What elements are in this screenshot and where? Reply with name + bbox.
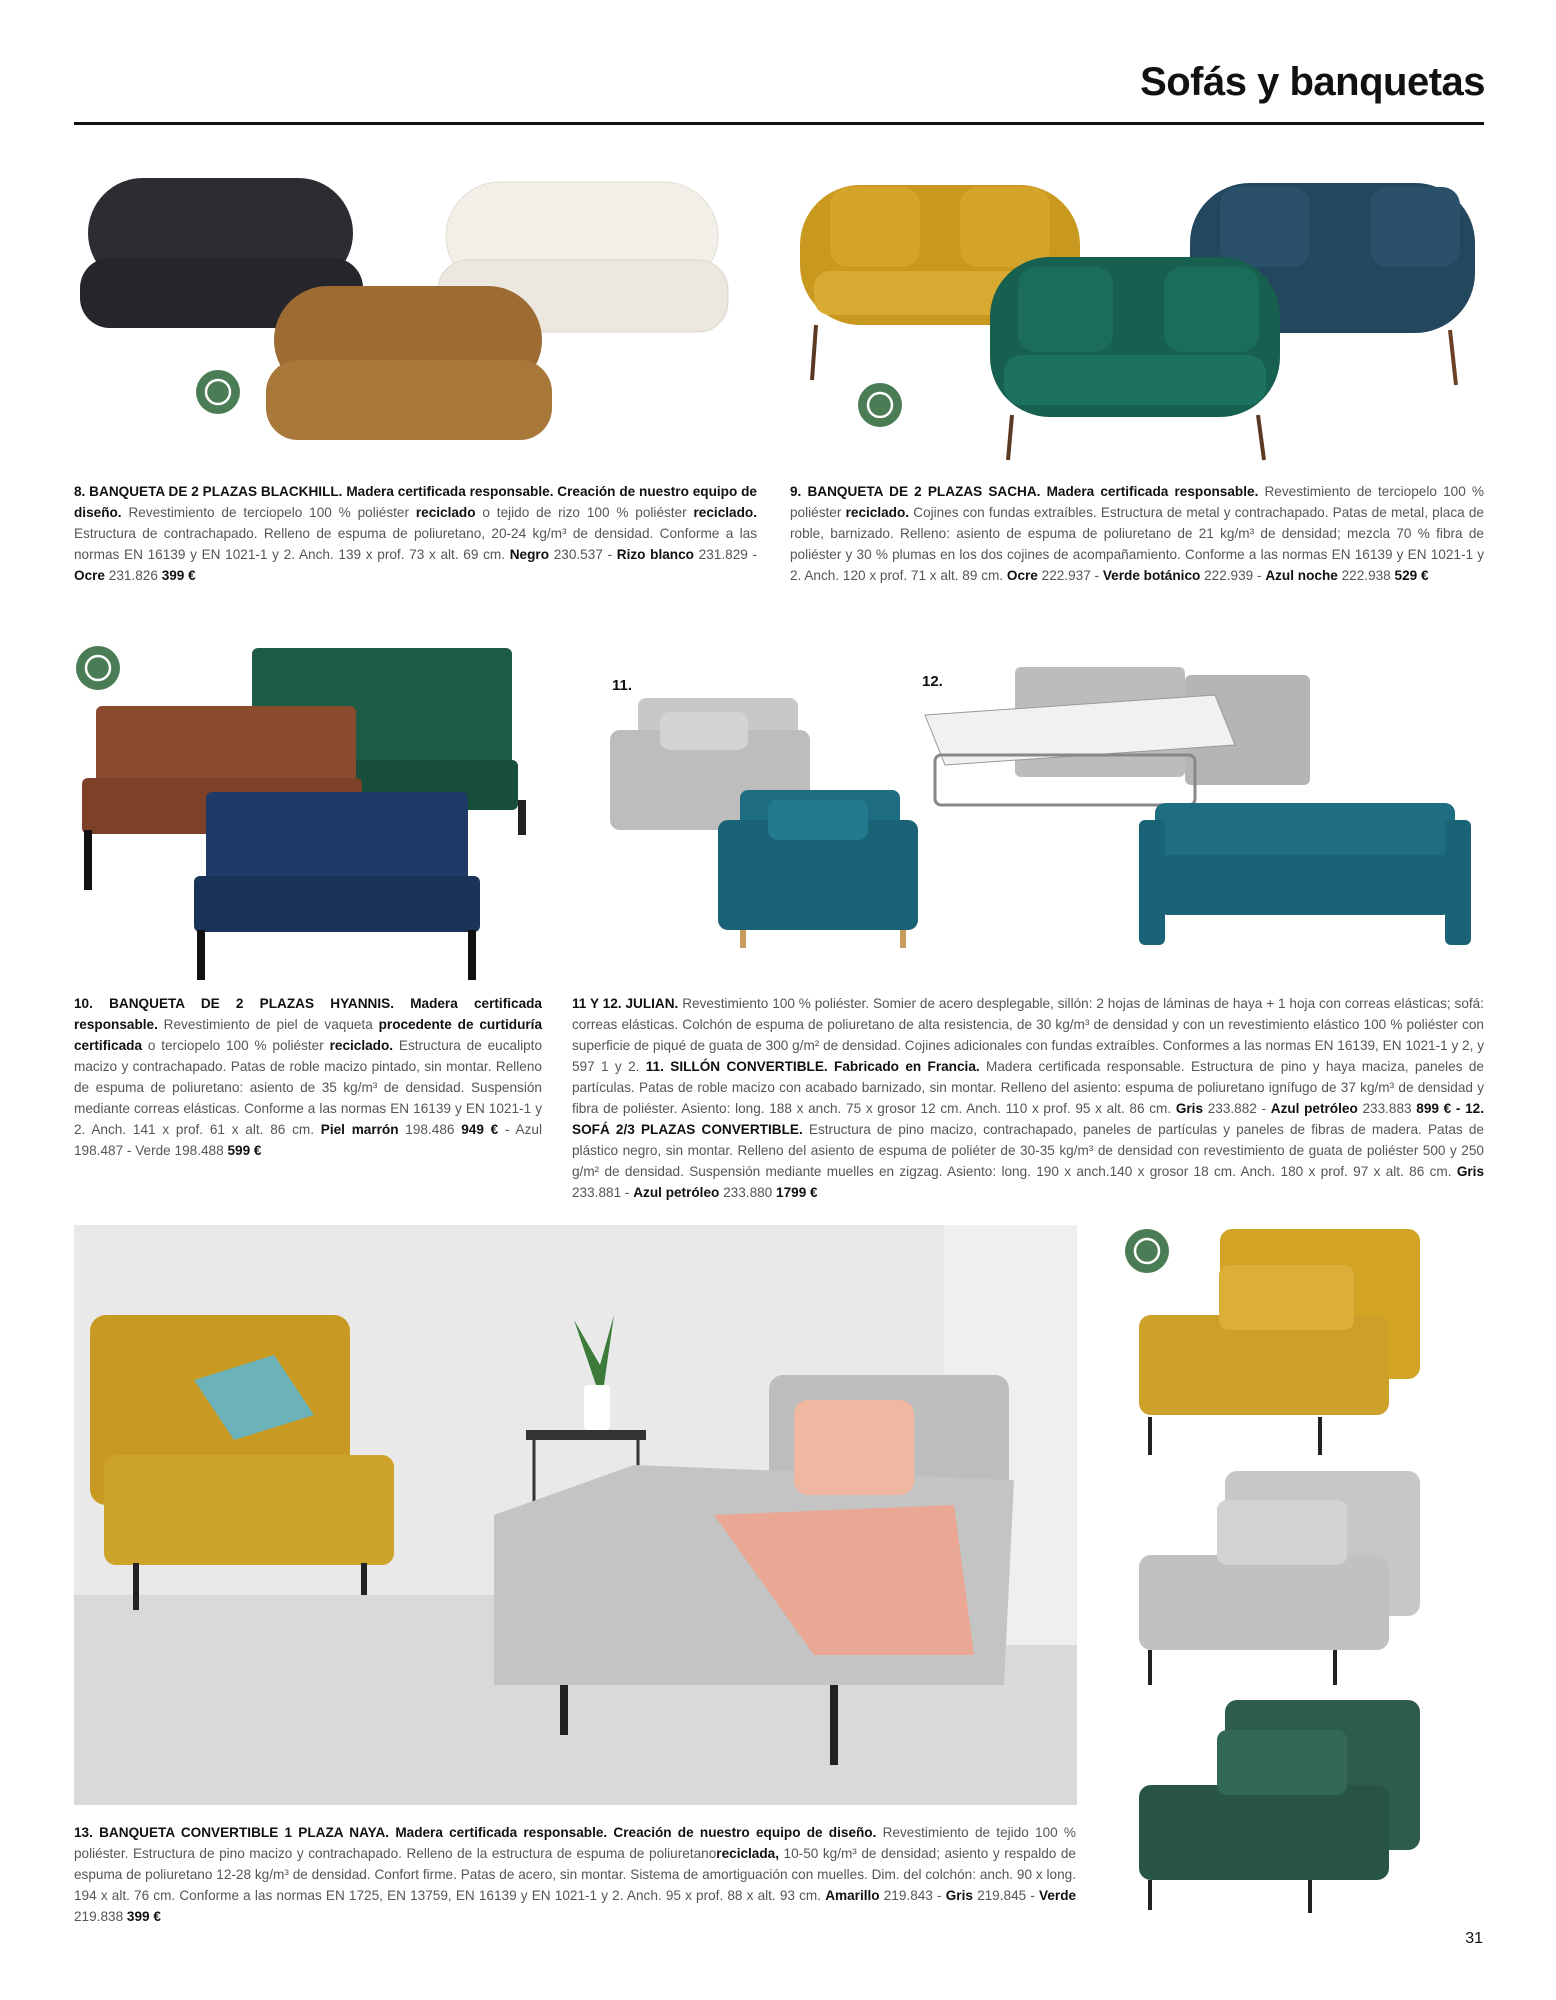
label-product-11: 11. [612,677,633,694]
price-product-8: 399 € [161,568,196,583]
photo-product-9 [790,175,1490,465]
sofabed-open [925,667,1310,805]
chair-variant-grey [1139,1471,1420,1685]
chair-variant-green [1139,1700,1420,1913]
photo-product-11 [600,690,940,970]
description-product-13: 13. BANQUETA CONVERTIBLE 1 PLAZA NAYA. Madera certificada responsable. Creación de nuestro equipo de diseño. Revestimiento de tejido 100 % poliéster. Estructura de pino macizo y contrachapado. Relleno de la estructura de espuma de poliuretanoreciclada, 10-50 kg/m³ de densidad; asiento y respaldo de espuma de poliuretano 12-28 kg/m³ de densidad. Confort firme. Patas de acero, sin montar. Sistema de amortiguación con muelles. Dim. del colchón: anch. 90 x long. 194 x alt. 76 cm. Conforme a las normas EN 1725, EN 13759, EN 16139 y EN 1021-1 y 2. Anch. 95 x prof. 88 x alt. 93 cm. Amarillo 219.843 - Gris 219.845 - Verde 219.838 399 € [74,1825,1077,1924]
price-product-12: 1799 € [776,1185,818,1200]
bench-blue-velvet [194,792,480,980]
price-product-10-leather: 949 € [461,1122,499,1137]
photo-product-8 [74,170,754,460]
page-number: 31 [1465,1930,1483,1947]
description-product-11-12: 11 Y 12. JULIAN. Revestimiento 100 % poliéster. Somier de acero desplegable, sillón: 2 hojas de láminas de haya + 1 hoja con correas elásticas; sofá: correas elásticas. Colchón de espuma de poliuretano de alta resistencia, de 30 kg/m³ de densidad y con un revestimiento elástico 100 % poliéster con superficie de piqué de guata de 300 g/m² de densidad. Cojines adicionales con fundas extraíbles. Conformes a las normas EN 16139, EN 1021-1 y 2, y 597 1 y 2. 11. SILLÓN CONVERTIBLE. Fabricado en Francia. Madera certificada responsable. Estructura de pino y haya maciza, paneles de partículas. Patas de roble macizo con acabado barnizado, sin montar. Relleno del asiento: espuma de poliuretano ignífugo de 37 kg/m³ de densidad y fibra de poliéster. Asiento: long. 188 x anch. 75 x grosor 12 cm. Anch. 110 x prof. 95 x alt. 86 cm. Gris 233.882 - Azul petróleo 233.883 899 € - 12. SOFÁ 2/3 PLAZAS CONVERTIBLE. Estructura de pino macizo, contrachapado, paneles de partículas y paneles de fibras de madera. Patas de plástico negro, sin montar. Relleno del asiento de espuma de poliéter de 30-35 kg/m³ de densidad con revestimiento de guata de poliéster 500 y 250 g/m² de densidad. Suspensión mediante muelles en zigzag. Asiento: long. 190 x anch.140 x grosor 18 cm. Anch. 180 x prof. 97 x alt. 86 cm. Gris 233.881 - Azul petróleo 233.880 1799 € [572,996,1485,1200]
sofa-petrol [1139,803,1471,945]
price-product-9: 529 € [1394,568,1429,583]
eco-badge-icon [858,383,902,427]
title-rule [74,122,1484,125]
photo-product-13-room [74,1225,1077,1805]
photo-product-12 [915,655,1490,975]
label-product-12: 12. [922,673,943,690]
price-product-11: 899 € [1416,1101,1452,1116]
armchair-petrol [718,790,918,948]
description-product-10: 10. BANQUETA DE 2 PLAZAS HYANNIS. Madera certificada responsable. Revestimiento de piel de vaqueta procedente de curtiduría certificada o terciopelo 100 % poliéster reciclado. Estructura de eucalipto macizo y contrachapado. Patas de roble macizo pintado, sin montar. Relleno de espuma de poliuretano: asiento de 35 kg/m³ de densidad. Suspensión mediante correas elásticas. Conforme a las normas EN 16139 y EN 1021-1 y 2. Anch. 141 x prof. 61 x alt. 86 cm. Piel marrón 198.486 949 € - Azul 198.487 - Verde 198.488 599 € [74,996,543,1158]
price-product-13: 399 € [126,1909,161,1924]
photo-product-13-variants [1095,1225,1495,1915]
page-title: Sofás y banquetas [1140,60,1485,104]
price-product-10-velvet: 599 € [227,1143,262,1158]
description-product-9: 9. BANQUETA DE 2 PLAZAS SACHA. Madera certificada responsable. Revestimiento de terciopelo 100 % poliéster reciclado. Cojines con fundas extraíbles. Estructura de metal y contrachapado. Patas de metal, placa de roble, barnizado. Relleno: asiento de espuma de poliuretano de 21 kg/m³ de densidad; mezcla 70 % fibra de poliéster y 30 % plumas en los dos cojines de acompañamiento. Conforme a las normas EN 16139 y EN 1021-1 y 2. Anch. 120 x prof. 71 x alt. 89 cm. Ocre 222.937 - Verde botánico 222.939 - Azul noche 222.938 529 € [790,484,1484,583]
sofa-ocre [266,286,552,440]
eco-badge-icon [1125,1229,1169,1273]
photo-product-10 [74,640,544,985]
chair-variant-yellow [1139,1229,1420,1455]
sofa-green [990,257,1280,460]
eco-badge-icon [196,370,240,414]
eco-badge-icon [76,646,120,690]
description-product-8: 8. BANQUETA DE 2 PLAZAS BLACKHILL. Madera certificada responsable. Creación de nuestro equipo de diseño. Revestimiento de terciopelo 100 % poliéster reciclado o tejido de rizo 100 % poliéster reciclado. Estructura de contrachapado. Relleno de espuma de poliuretano, 20-24 kg/m³ de densidad. Conforme a las normas EN 16139 y EN 1021-1 y 2. Anch. 139 x prof. 73 x alt. 69 cm. Negro 230.537 - Rizo blanco 231.829 - Ocre 231.826 399 € [74,484,758,583]
